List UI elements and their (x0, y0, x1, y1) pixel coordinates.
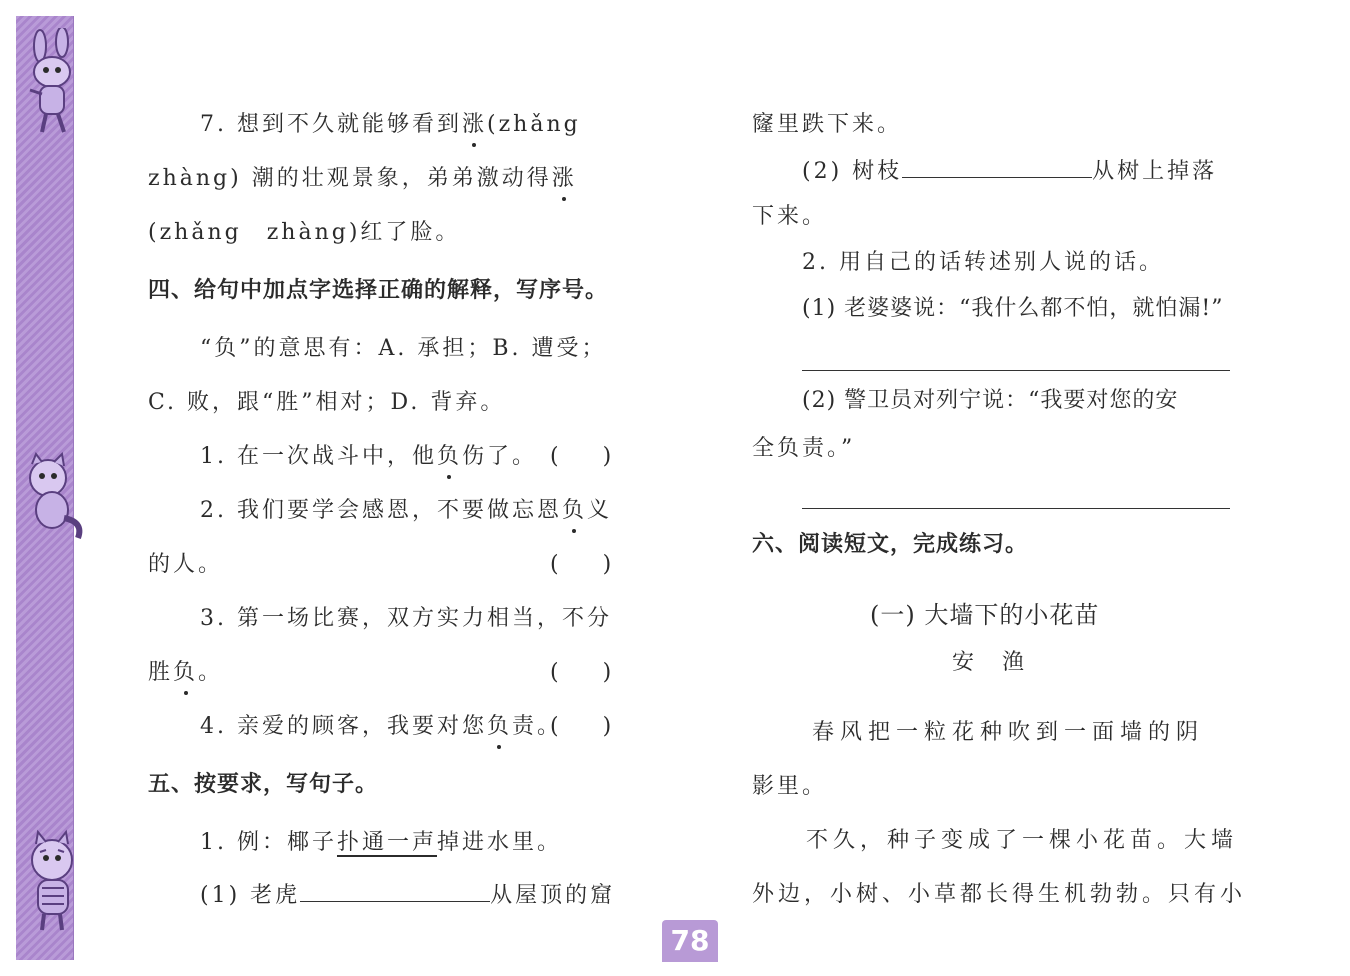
s5-sentence-2: (2) 树枝 从树上掉落 (802, 156, 1217, 187)
q2-item-1: (1) 老婆婆说：“我什么都不怕，就怕漏!” (802, 296, 1224, 321)
s4-item-2-cont: 的人。 (148, 552, 224, 577)
answer-paren-3[interactable]: ( ) (550, 660, 612, 685)
passage-p1-cont: 影里。 (752, 774, 828, 799)
dotted-char: 负 (562, 496, 587, 526)
answer-blank-2[interactable] (902, 156, 1092, 178)
s5-example: 1. 例：椰子扑通一声掉进水里。 (200, 830, 563, 855)
answer-paren-1[interactable]: ( ) (550, 444, 612, 469)
passage-p2: 不久，种子变成了一棵小花苗。大墙 (806, 828, 1239, 853)
s4-item-1: 1. 在一次战斗中，他负伤了。 (200, 442, 537, 472)
passage-p2-cont: 外边，小树、小草都长得生机勃勃。只有小 (752, 882, 1247, 907)
dotted-char: 负 (487, 712, 512, 742)
passage-p1: 春风把一粒花种吹到一面墙的阴 (812, 720, 1205, 745)
answer-line-2[interactable] (802, 508, 1230, 509)
s5-sentence-2-cont: 下来。 (752, 204, 828, 229)
passage-title: (一) 大墙下的小花苗 (870, 601, 1100, 629)
section-4-title: 四、给句中加点字选择正确的解释，写序号。 (148, 278, 609, 303)
s4-item-3: 3. 第一场比赛，双方实力相当，不分 (200, 606, 612, 631)
q2-prompt: 2. 用自己的话转述别人说的话。 (802, 250, 1164, 275)
passage-author: 安 渔 (952, 650, 1028, 675)
s5-sentence-1-cont: 窿里跌下来。 (752, 112, 903, 137)
answer-paren-4[interactable]: ( ) (550, 714, 612, 739)
q2-item-2: (2) 警卫员对列宁说：“我要对您的安 (802, 388, 1179, 413)
dotted-char: 涨 (462, 110, 487, 140)
s4-item-3-cont: 胜负。 (148, 658, 223, 688)
dotted-char: 负 (173, 658, 198, 688)
answer-paren-2[interactable]: ( ) (550, 552, 612, 577)
tiger-mascot-icon (20, 822, 86, 934)
raccoon-mascot-icon (18, 452, 90, 544)
dotted-char: 负 (437, 442, 462, 472)
q2-item-2-cont: 全负责。” (752, 436, 856, 461)
q7-line-1: 7. 想到不久就能够看到涨(zhǎng (200, 110, 581, 140)
rabbit-mascot-icon (18, 28, 88, 138)
page-number: 78 (662, 920, 718, 962)
underlined-phrase: 扑通一声 (336, 830, 437, 855)
s4-item-2: 2. 我们要学会感恩，不要做忘恩负义 (200, 496, 612, 526)
s5-sentence-1: (1) 老虎 从屋顶的窟 (200, 880, 615, 911)
q7-line-2: zhàng) 潮的壮观景象，弟弟激动得涨 (148, 164, 577, 194)
section-6-title: 六、阅读短文，完成练习。 (752, 532, 1029, 557)
section-5-title: 五、按要求，写句子。 (148, 772, 379, 797)
definition-line-1: “负”的意思有：A. 承担；B. 遭受； (200, 336, 607, 361)
q7-line-3: (zhǎng zhàng)红了脸。 (148, 220, 461, 245)
dotted-char: 涨 (552, 164, 577, 194)
s4-item-4: 4. 亲爱的顾客，我要对您负责。 (200, 712, 562, 742)
answer-line-1[interactable] (802, 370, 1230, 371)
answer-blank-1[interactable] (300, 880, 490, 902)
definition-line-2: C. 败，跟“胜”相对；D. 背弃。 (148, 390, 506, 415)
